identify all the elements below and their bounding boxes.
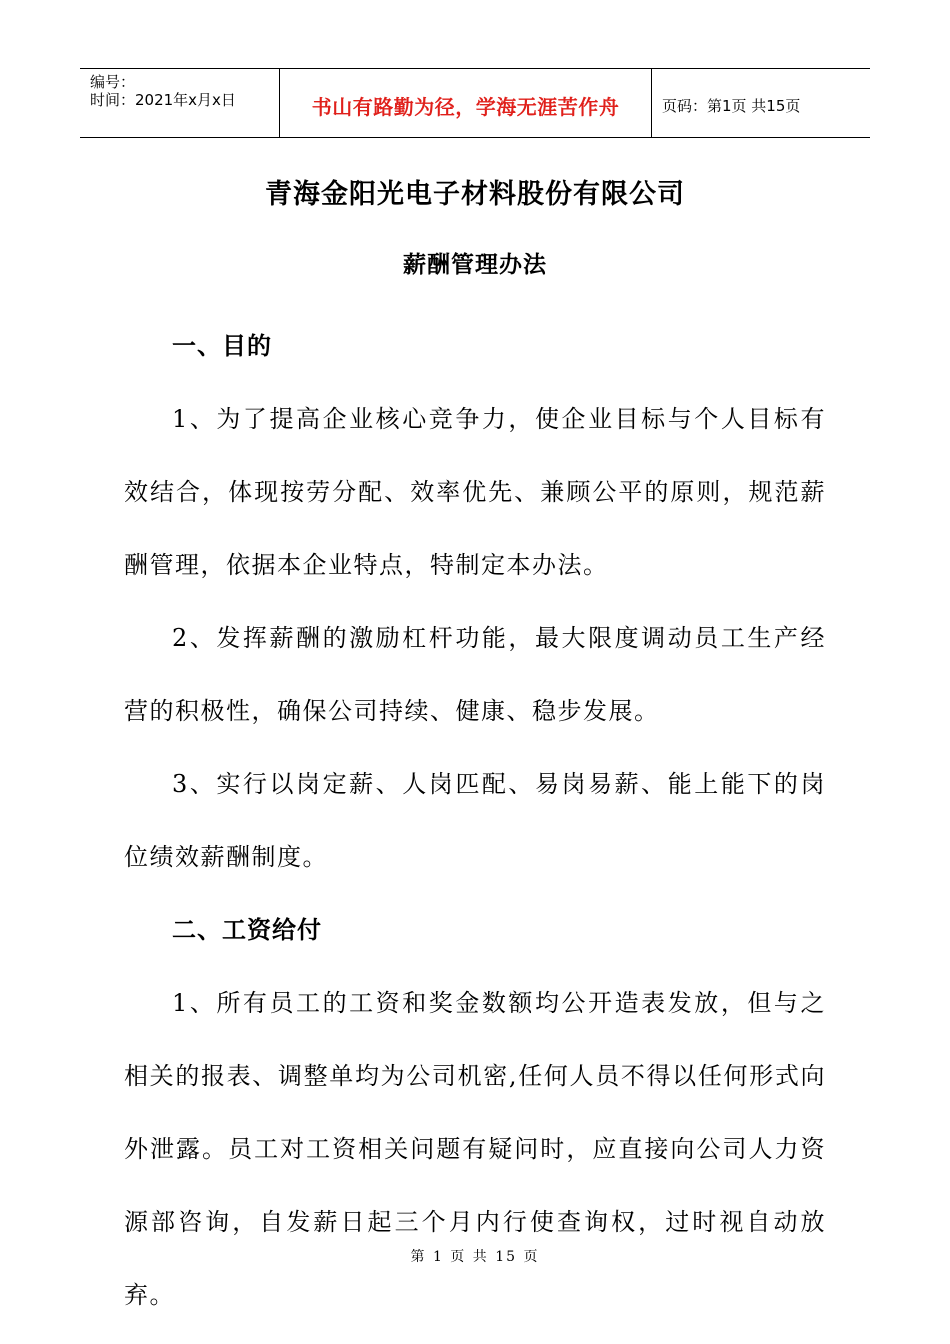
page-header: [80, 68, 870, 138]
document-title: 薪酬管理办法: [403, 252, 547, 278]
page-footer: 第 1 页 共 15 页: [410, 1249, 540, 1265]
document-body: [124, 310, 826, 1332]
document-number-label: 编号：: [90, 73, 136, 91]
header-meta: [80, 69, 280, 137]
paragraph: 1、所有员工的工资和奖金数额均公开造表发放，但与之相关的报表、调整单均为公司机密,任何人员不得以任何形式向外泄露。员工对工资相关问题有疑问时，应直接向公司人力资源部咨询，自发薪日起三个月内行使查询权，过时视自动放弃。: [124, 989, 826, 1309]
paragraph: 2、发挥薪酬的激励杠杆功能，最大限度调动员工生产经营的积极性，确保公司持续、健康、稳步发展。: [124, 624, 826, 725]
section-heading-purpose: 一、目的: [172, 332, 272, 360]
paragraph: 1、为了提高企业核心竞争力，使企业目标与个人目标有效结合，体现按劳分配、效率优先、兼顾公平的原则，规范薪酬管理，依据本企业特点，特制定本办法。: [124, 405, 826, 579]
section-heading-wage-payment: 二、工资给付: [172, 916, 322, 944]
header-motto: 书山有路勤为径，学海无涯苦作舟: [280, 69, 652, 137]
document-date: 时间：2021年x月x日: [90, 91, 236, 109]
header-page-info: 页码：第1页 共15页: [662, 96, 801, 115]
company-title: 青海金阳光电子材料股份有限公司: [265, 179, 685, 210]
paragraph: 3、实行以岗定薪、人岗匹配、易岗易薪、能上能下的岗位绩效薪酬制度。: [124, 770, 826, 871]
